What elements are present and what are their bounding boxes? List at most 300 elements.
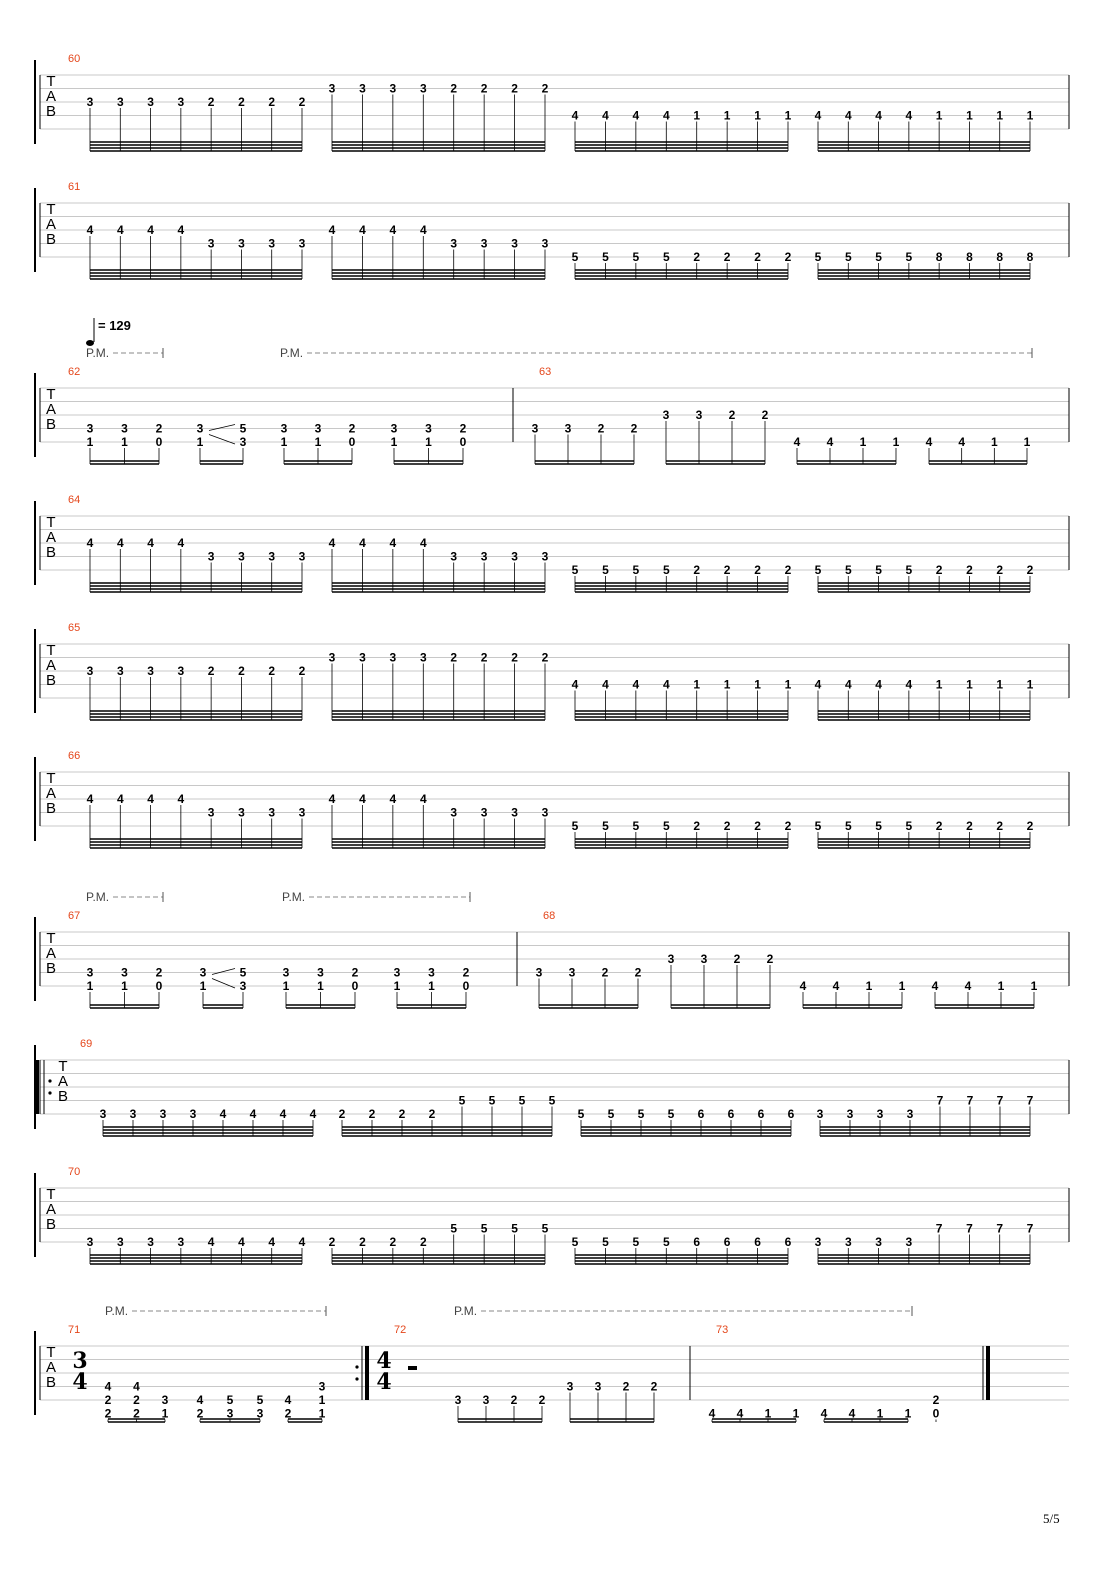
fret-number: 7	[966, 1221, 973, 1236]
fret-number: 4	[799, 979, 807, 993]
fret-number: 3	[298, 805, 306, 820]
fret-number: 2	[419, 1235, 427, 1249]
tab-label-t: T	[46, 386, 56, 403]
repeat-dot	[48, 1079, 51, 1082]
fret-number: 1	[314, 435, 322, 449]
fret-number: 3	[511, 549, 518, 564]
fret-number: 3	[816, 1107, 824, 1121]
fret-number: 8	[966, 250, 973, 264]
fret-number: 5	[256, 1393, 264, 1407]
fret-number: 3	[359, 81, 366, 96]
fret-number: 1	[428, 979, 435, 993]
fret-number: 3	[359, 650, 366, 665]
fret-number: 7	[966, 1093, 974, 1108]
fret-number: 2	[238, 95, 245, 109]
fret-number: 5	[518, 1093, 526, 1108]
fret-number: 4	[219, 1107, 227, 1121]
fret-number: 1	[792, 1406, 800, 1421]
tab-label-b: B	[45, 960, 57, 977]
fret-number: 2	[268, 95, 276, 109]
fret-number: 3	[298, 549, 306, 564]
system-bracket	[35, 189, 36, 271]
fret-number: 3	[594, 1379, 602, 1394]
fret-number: 3	[86, 95, 94, 109]
fret-number: 4	[177, 536, 185, 550]
fret-number: 4	[196, 1393, 204, 1407]
fret-number: 6	[757, 1107, 765, 1121]
fret-number: 1	[764, 1406, 772, 1421]
fret-number: 2	[935, 563, 943, 577]
fret-number: 3	[814, 1235, 822, 1249]
fret-number: 1	[282, 979, 290, 993]
fret-number: 2	[935, 819, 943, 833]
fret-number: 4	[632, 108, 640, 123]
fret-number: 5	[548, 1093, 556, 1108]
fret-number: 4	[249, 1107, 257, 1121]
tab-label-b: B	[45, 800, 57, 817]
fret-number: 2	[754, 819, 761, 833]
fret-number: 6	[723, 1235, 731, 1249]
fret-number: 2	[622, 1379, 630, 1394]
fret-number: 1	[859, 435, 867, 449]
fret-number: 7	[996, 1221, 1004, 1236]
fret-number: 6	[727, 1107, 735, 1121]
fret-number: 3	[86, 1235, 94, 1249]
fret-number: 1	[904, 1406, 912, 1421]
slide-down	[209, 435, 235, 445]
fret-number: 2	[693, 250, 701, 264]
fret-number: 2	[155, 965, 163, 980]
fret-number: 4	[207, 1235, 215, 1249]
measure-number: 60	[68, 53, 81, 65]
fret-number: 3	[318, 1379, 326, 1394]
fret-number: 2	[754, 563, 761, 577]
fret-number: 1	[723, 677, 731, 692]
tab-label-t: T	[46, 1344, 56, 1361]
fret-number: 2	[996, 563, 1004, 577]
tab-label-b: B	[45, 1374, 57, 1391]
fret-number: 4	[602, 677, 609, 692]
fret-number: 3	[86, 664, 94, 678]
fret-number: 3	[280, 421, 288, 436]
tab-label-t: T	[46, 73, 56, 90]
fret-number: 3	[419, 81, 427, 96]
fret-number: 2	[196, 1406, 204, 1421]
system-bracket	[35, 630, 36, 712]
fret-number: 6	[693, 1235, 701, 1249]
tab-label-a: A	[45, 88, 57, 105]
fret-number: 1	[317, 979, 324, 993]
tab-label-t: T	[58, 1058, 68, 1075]
fret-number: 3	[564, 421, 572, 436]
fret-number: 4	[177, 792, 185, 806]
fret-number: 5	[541, 1221, 549, 1236]
fret-number: 1	[318, 1393, 326, 1407]
fret-number: 2	[389, 1235, 397, 1249]
fret-number: 4	[177, 223, 185, 237]
fret-number: 4	[925, 435, 933, 449]
fret-number: 2	[459, 421, 467, 436]
fret-number: 3	[161, 1393, 169, 1407]
measure-number: 62	[68, 366, 81, 378]
system-bracket	[35, 918, 36, 1000]
measure-number: 73	[716, 1324, 729, 1336]
fret-number: 5	[814, 563, 822, 577]
fret-number: 2	[133, 1406, 140, 1421]
fret-number: 5	[875, 563, 882, 577]
measure-number: 61	[68, 181, 81, 193]
fret-number: 3	[425, 421, 432, 436]
fret-number: 4	[708, 1406, 716, 1421]
fret-number: 4	[964, 979, 972, 993]
fret-number: 3	[875, 1235, 882, 1249]
tab-system	[35, 622, 1069, 720]
fret-number: 2	[398, 1107, 406, 1121]
system-bracket	[35, 502, 36, 584]
fret-number: 1	[425, 435, 432, 449]
fret-number: 1	[1026, 108, 1034, 123]
fret-number: 2	[104, 1406, 112, 1421]
measure-number: 72	[394, 1324, 407, 1336]
fret-number: 3	[238, 549, 245, 564]
tab-system	[35, 494, 1069, 592]
tab-label-t: T	[46, 930, 56, 947]
measure-number: 66	[68, 750, 81, 762]
fret-number: 8	[996, 250, 1004, 264]
fret-number: 4	[359, 792, 366, 806]
fret-number: 5	[814, 250, 822, 264]
fret-number: 5	[662, 1235, 670, 1249]
time-signature-bottom: 4	[376, 1369, 392, 1395]
fret-number: 5	[662, 819, 670, 833]
fret-number: 4	[359, 223, 366, 237]
fret-number: 3	[450, 805, 458, 820]
fret-number: 3	[568, 965, 576, 980]
fret-number: 5	[571, 1235, 579, 1249]
fret-number: 4	[571, 108, 579, 123]
fret-number: 1	[723, 108, 731, 123]
fret-number: 3	[846, 1107, 854, 1121]
palm-mute-label: P.M.	[105, 1304, 129, 1318]
system-bracket	[35, 758, 36, 840]
fret-number: 3	[390, 421, 398, 436]
fret-number: 3	[239, 979, 247, 993]
fret-number: 3	[207, 236, 215, 251]
fret-number: 2	[634, 965, 642, 980]
fret-number: 4	[632, 677, 640, 692]
fret-number: 1	[393, 979, 401, 993]
repeat-dot	[48, 1091, 51, 1094]
fret-number: 3	[282, 965, 290, 980]
fret-number: 3	[531, 421, 539, 436]
fret-number: 2	[728, 408, 736, 422]
fret-number: 0	[155, 979, 163, 993]
fret-number: 4	[826, 435, 834, 449]
fret-number: 3	[116, 1235, 124, 1249]
fret-number: 1	[199, 979, 207, 993]
fret-number: 5	[480, 1221, 488, 1236]
tab-label-b: B	[45, 544, 57, 561]
fret-number: 4	[905, 677, 913, 692]
fret-number: 5	[602, 819, 609, 833]
palm-mute-label: P.M.	[280, 346, 304, 360]
fret-number: 4	[844, 677, 852, 692]
fret-number: 4	[147, 792, 154, 806]
fret-number: 2	[428, 1107, 436, 1121]
fret-number: 2	[238, 664, 245, 678]
fret-number: 7	[996, 1093, 1004, 1108]
fret-number: 1	[1023, 435, 1031, 449]
fret-number: 3	[159, 1107, 167, 1121]
fret-number: 2	[284, 1406, 292, 1421]
fret-number: 5	[905, 250, 913, 264]
tab-label-t: T	[46, 642, 56, 659]
fret-number: 3	[480, 549, 488, 564]
fret-number: 4	[238, 1235, 245, 1249]
repeat-dot	[355, 1377, 358, 1380]
fret-number: 5	[571, 250, 579, 264]
fret-number: 2	[104, 1393, 112, 1407]
tab-label-a: A	[45, 1359, 57, 1376]
fret-number: 2	[359, 1235, 366, 1249]
fret-number: 1	[935, 677, 943, 692]
fret-number: 1	[892, 435, 900, 449]
fret-number: 2	[693, 819, 701, 833]
tab-label-t: T	[46, 770, 56, 787]
fret-number: 3	[147, 664, 154, 678]
fret-number: 5	[632, 250, 640, 264]
fret-number: 1	[966, 108, 973, 123]
fret-number: 3	[129, 1107, 137, 1121]
fret-number: 5	[632, 1235, 640, 1249]
fret-number: 2	[462, 965, 470, 980]
fret-number: 1	[876, 1406, 884, 1421]
fret-number: 2	[630, 421, 638, 436]
fret-number: 2	[966, 819, 973, 833]
fret-number: 2	[693, 563, 701, 577]
fret-number: 2	[1026, 563, 1034, 577]
fret-number: 3	[428, 965, 435, 980]
fret-number: 5	[662, 250, 670, 264]
tab-label-b: B	[45, 672, 57, 689]
fret-number: 2	[510, 1393, 518, 1407]
fret-number: 3	[238, 236, 245, 251]
fret-number: 2	[348, 421, 356, 436]
tab-system	[35, 1038, 1069, 1136]
fret-number: 2	[133, 1393, 140, 1407]
fret-number: 3	[541, 805, 549, 820]
fret-number: 3	[256, 1406, 264, 1421]
fret-number: 2	[207, 95, 215, 109]
fret-number: 2	[155, 421, 163, 436]
fret-number: 3	[450, 236, 458, 251]
fret-number: 3	[298, 236, 306, 251]
fret-number: 4	[958, 435, 966, 449]
tab-system	[35, 1304, 1069, 1422]
fret-number: 2	[733, 952, 741, 966]
fret-number: 5	[844, 819, 852, 833]
fret-number: 2	[511, 81, 518, 96]
fret-number: 3	[86, 965, 94, 980]
fret-number: 8	[1026, 250, 1034, 264]
system-bracket	[35, 61, 36, 143]
fret-number: 4	[389, 536, 397, 550]
system-bracket	[35, 1174, 36, 1256]
fret-number: 2	[511, 650, 518, 665]
fret-number: 3	[239, 435, 247, 449]
fret-number: 7	[1026, 1221, 1034, 1236]
system-bracket	[35, 1332, 36, 1414]
fret-number: 1	[196, 435, 204, 449]
fret-number: 3	[116, 95, 124, 109]
tab-label-a: A	[45, 945, 57, 962]
fret-number: 1	[86, 435, 94, 449]
fret-number: 5	[875, 250, 882, 264]
fret-number: 3	[268, 236, 276, 251]
systems-layer	[35, 53, 1069, 1422]
fret-number: 1	[121, 979, 128, 993]
time-signature-bottom: 4	[72, 1369, 88, 1395]
fret-number: 5	[607, 1107, 615, 1121]
fret-number: 1	[318, 1406, 326, 1421]
fret-number: 5	[905, 563, 913, 577]
fret-number: 0	[155, 435, 163, 449]
tab-label-t: T	[46, 1186, 56, 1203]
tab-system	[35, 181, 1069, 279]
fret-number: 3	[207, 549, 215, 564]
measure-number: 68	[543, 910, 556, 922]
fret-number: 4	[359, 536, 366, 550]
tab-system	[35, 750, 1069, 848]
fret-number: 6	[784, 1235, 792, 1249]
fret-number: 4	[602, 108, 609, 123]
fret-number: 2	[650, 1379, 658, 1394]
tab-label-t: T	[46, 201, 56, 218]
fret-number: 8	[935, 250, 943, 264]
fret-number: 4	[133, 1379, 140, 1394]
tab-system	[35, 318, 1069, 464]
fret-number: 2	[338, 1107, 346, 1121]
slide-up	[212, 969, 235, 975]
fret-number: 4	[328, 223, 336, 237]
measure-number: 70	[68, 1166, 81, 1178]
time-signature-top: 4	[376, 1348, 392, 1374]
fret-number: 2	[784, 250, 792, 264]
tab-label-b: B	[45, 103, 57, 120]
fret-number: 4	[116, 536, 124, 550]
fret-number: 5	[844, 563, 852, 577]
fret-number: 1	[966, 677, 973, 692]
fret-number: 3	[905, 1235, 913, 1249]
fret-number: 3	[199, 965, 207, 980]
fret-number: 1	[390, 435, 398, 449]
fret-number: 4	[571, 677, 579, 692]
fret-number: 2	[1026, 819, 1034, 833]
fret-number: 1	[996, 108, 1004, 123]
fret-number: 5	[667, 1107, 675, 1121]
fret-number: 2	[538, 1393, 546, 1407]
fret-number: 2	[480, 81, 488, 96]
fret-number: 2	[766, 952, 774, 966]
fret-number: 3	[207, 805, 215, 820]
fret-number: 1	[161, 1406, 169, 1421]
fret-number: 4	[86, 792, 94, 806]
fret-number: 7	[1026, 1093, 1034, 1108]
tab-label-b: B	[45, 1216, 57, 1233]
fret-number: 4	[875, 108, 882, 123]
tab-system	[35, 1166, 1069, 1264]
fret-number: 5	[577, 1107, 585, 1121]
fret-number: 4	[284, 1393, 292, 1407]
fret-number: 3	[177, 95, 185, 109]
fret-number: 3	[535, 965, 543, 980]
fret-number: 4	[820, 1406, 828, 1421]
fret-number: 1	[990, 435, 998, 449]
fret-number: 3	[511, 236, 518, 251]
fret-number: 4	[268, 1235, 276, 1249]
tab-label-a: A	[45, 1201, 57, 1218]
fret-number: 3	[116, 664, 124, 678]
fret-number: 3	[667, 952, 675, 966]
fret-number: 3	[541, 236, 549, 251]
fret-number: 5	[662, 563, 670, 577]
fret-number: 3	[876, 1107, 884, 1121]
tempo-marking: = 129	[98, 318, 131, 333]
fret-number: 4	[814, 677, 822, 692]
fret-number: 4	[736, 1406, 744, 1421]
fret-number: 4	[104, 1379, 112, 1394]
fret-number: 3	[541, 549, 549, 564]
fret-number: 3	[480, 805, 488, 820]
fret-number: 4	[116, 792, 124, 806]
tab-label-a: A	[45, 401, 57, 418]
fret-number: 7	[936, 1093, 944, 1108]
fret-number: 4	[931, 979, 939, 993]
fret-number: 3	[86, 421, 94, 436]
fret-number: 3	[314, 421, 322, 436]
fret-number: 3	[121, 965, 128, 980]
measure-number: 63	[539, 366, 552, 378]
measure-number: 64	[68, 494, 81, 506]
fret-number: 3	[99, 1107, 107, 1121]
fret-number: 4	[298, 1235, 306, 1249]
system-bracket	[35, 374, 36, 456]
palm-mute-label: P.M.	[86, 890, 110, 904]
time-signature-top: 3	[72, 1348, 88, 1374]
fret-number: 5	[571, 563, 579, 577]
fret-number: 3	[906, 1107, 914, 1121]
fret-number: 1	[693, 108, 701, 123]
fret-number: 2	[368, 1107, 376, 1121]
tab-system	[35, 53, 1069, 151]
fret-number: 3	[844, 1235, 852, 1249]
fret-number: 1	[898, 979, 906, 993]
fret-number: 4	[309, 1107, 317, 1121]
fret-number: 3	[328, 650, 336, 665]
fret-number: 1	[997, 979, 1005, 993]
fret-number: 4	[86, 223, 94, 237]
fret-number: 2	[351, 965, 359, 980]
fret-number: 5	[905, 819, 913, 833]
fret-number: 3	[389, 81, 397, 96]
measure-number: 65	[68, 622, 81, 634]
fret-number: 2	[966, 563, 973, 577]
fret-number: 2	[480, 650, 488, 665]
measure-number: 69	[80, 1038, 93, 1050]
fret-number: 3	[196, 421, 204, 436]
fret-number: 4	[844, 108, 852, 123]
fret-number: 1	[784, 677, 792, 692]
